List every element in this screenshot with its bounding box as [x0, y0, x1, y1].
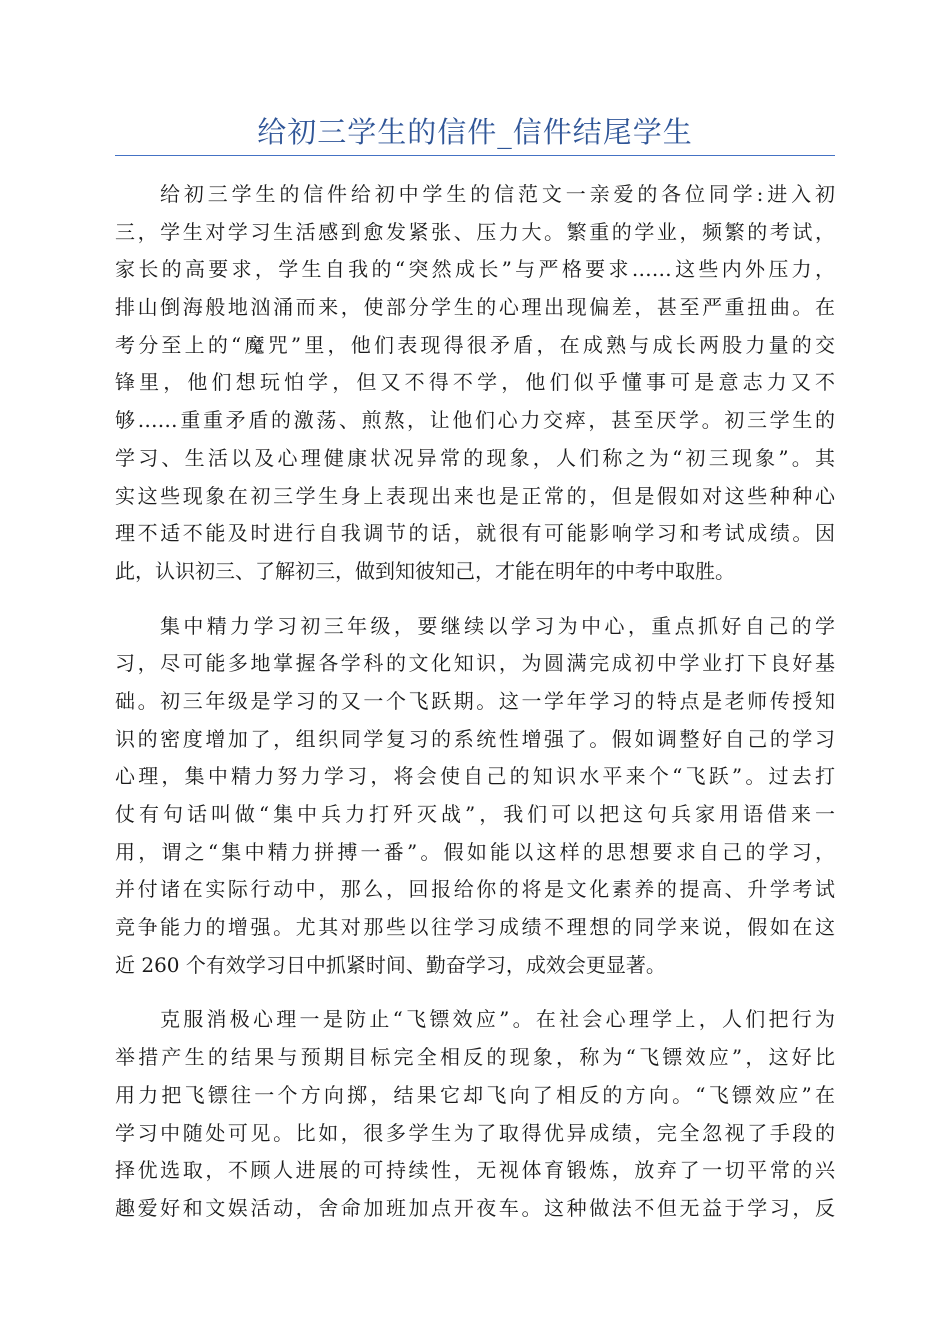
paragraph-line: 举措产生的结果与预期目标完全相反的现象，称为“飞镖效应”，这好比 [115, 1045, 835, 1070]
paragraph-line: 排山倒海般地汹涌而来，使部分学生的心理出现偏差，甚至严重扭曲。在 [115, 295, 835, 320]
paragraph-line: 趣爱好和文娱活动，舍命加班加点开夜车。这种做法不但无益于学习，反 [115, 1195, 835, 1220]
paragraph-line: 理不适不能及时进行自我调节的话，就很有可能影响学习和考试成绩。因 [115, 521, 835, 546]
paragraph-line: 集中精力学习初三年级，要继续以学习为中心，重点抓好自己的学 [160, 613, 835, 638]
paragraph-line: 竞争能力的增强。尤其对那些以往学习成绩不理想的同学来说，假如在这 [115, 915, 835, 940]
paragraph-line: 础。初三年级是学习的又一个飞跃期。这一学年学习的特点是老师传授知 [115, 688, 835, 713]
document-title: 给初三学生的信件_信件结尾学生 [257, 115, 693, 149]
paragraph-line: 家长的高要求，学生自我的“突然成长”与严格要求……这些内外压力， [115, 257, 835, 282]
document-body [115, 176, 835, 1245]
paragraph-line: 仗有句话叫做“集中兵力打歼灭战”，我们可以把这句兵家用语借来一 [115, 802, 835, 826]
paragraph-line: 习，尽可能多地掌握各学科的文化知识，为圆满完成初中学业打下良好基 [115, 651, 835, 676]
paragraph-2 [115, 608, 835, 985]
paragraph-line: 用，谓之“集中精力拼搏一番”。假如能以这样的思想要求自己的学习， [115, 839, 835, 864]
paragraph-3 [115, 1001, 835, 1227]
paragraph-line: 择优选取，不顾人进展的可持续性，无视体育锻炼，放弃了一切平常的兴 [115, 1158, 835, 1183]
paragraph-line: 够……重重矛盾的激荡、煎熬，让他们心力交瘁，甚至厌学。初三学生的 [115, 408, 835, 433]
title-underline [115, 155, 835, 156]
paragraph-line: 用力把飞镖往一个方向掷，结果它却飞向了相反的方向。“飞镖效应”在 [115, 1082, 835, 1107]
paragraph-line: 考分至上的“魔咒”里，他们表现得很矛盾，在成熟与成长两股力量的交 [115, 332, 835, 357]
paragraph-1 [115, 176, 835, 591]
paragraph-line: 识的密度增加了，组织同学复习的系统性增强了。假如调整好自己的学习 [115, 726, 835, 751]
paragraph-line: 克服消极心理一是防止“飞镖效应”。在社会心理学上，人们把行为 [160, 1007, 835, 1032]
paragraph-line: 锋里，他们想玩怕学，但又不得不学，他们似乎懂事可是意志力又不 [115, 370, 835, 395]
paragraph-line: 此，认识初三、了解初三，做到知彼知己，才能在明年的中考中取胜。 [115, 558, 735, 583]
paragraph-line: 实这些现象在初三学生身上表现出来也是正常的，但是假如对这些种种心 [115, 483, 835, 508]
paragraph-line: 并付诸在实际行动中，那么，回报给你的将是文化素养的提高、升学考试 [115, 877, 835, 902]
paragraph-line: 给初三学生的信件给初中学生的信范文一亲爱的各位同学:进入初 [160, 182, 835, 206]
paragraph-line: 三，学生对学习生活感到愈发紧张、压力大。繁重的学业，频繁的考试， [115, 219, 835, 244]
paragraph-line: 心理，集中精力努力学习，将会使自己的知识水平来个“飞跃”。过去打 [115, 764, 835, 789]
paragraph-line: 近 260 个有效学习日中抓紧时间、勤奋学习，成效会更显著。 [115, 952, 666, 977]
paragraph-line: 学习、生活以及心理健康状况异常的现象，人们称之为“初三现象”。其 [115, 445, 835, 470]
paragraph-line: 学习中随处可见。比如，很多学生为了取得优异成绩，完全忽视了手段的 [115, 1120, 835, 1145]
